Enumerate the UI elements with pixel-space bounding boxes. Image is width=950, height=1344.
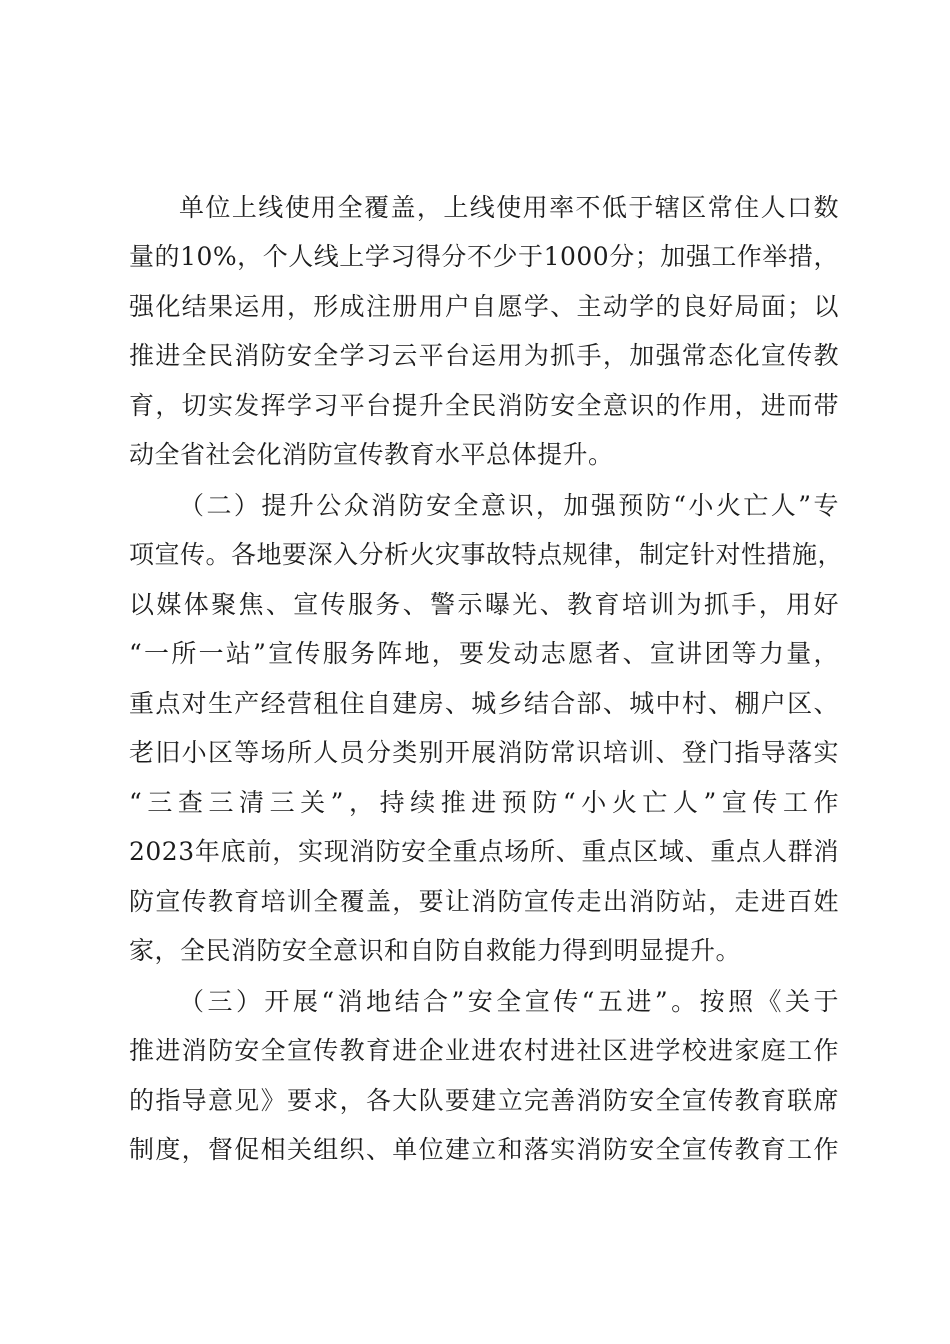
text-line: 2023年底前，实现消防安全重点场所、重点区域、重点人群消 — [129, 837, 839, 866]
text-line: 以媒体聚焦、宣传服务、警示曝光、教育培训为抓手，用好 — [129, 590, 839, 619]
text-line: 项宣传。各地要深入分析火灾事故特点规律，制定针对性措施， — [129, 540, 844, 569]
text-line: 育，切实发挥学习平台提升全民消防安全意识的作用，进而带 — [129, 391, 839, 420]
text-line: 重点对生产经营租住自建房、城乡结合部、城中村、棚户区、 — [129, 689, 839, 718]
text-line: 动全省社会化消防宣传教育水平总体提升。 — [129, 440, 614, 469]
text-line: 强化结果运用，形成注册用户自愿学、主动学的良好局面；以 — [129, 292, 839, 321]
section-heading-line: （二）提升公众消防安全意识，加强预防“小火亡人”专 — [179, 491, 839, 520]
text-line: 防宣传教育培训全覆盖，要让消防宣传走出消防站，走进百姓 — [129, 887, 839, 916]
text-line: 推进全民消防安全学习云平台运用为抓手，加强常态化宣传教 — [129, 341, 839, 370]
text-line: 的指导意见》要求，各大队要建立完善消防安全宣传教育联席 — [129, 1086, 839, 1115]
text-line: 家，全民消防安全意识和自防自救能力得到明显提升。 — [129, 936, 742, 965]
text-line: “三查三清三关”，持续推进预防“小火亡人”宣传工作 — [129, 788, 839, 817]
text-line: 老旧小区等场所人员分类别开展消防常识培训、登门指导落实 — [129, 738, 839, 767]
text-line: “一所一站”宣传服务阵地，要发动志愿者、宣讲团等力量， — [129, 639, 839, 668]
text-line: 制度，督促相关组织、单位建立和落实消防安全宣传教育工作 — [129, 1135, 839, 1164]
text-line: 推进消防安全宣传教育进企业进农村进社区进学校进家庭工作 — [129, 1036, 839, 1065]
text-line: 单位上线使用全覆盖，上线使用率不低于辖区常住人口数 — [179, 193, 839, 222]
section-heading-line: （三）开展“消地结合”安全宣传“五进”。按照《关于 — [179, 987, 839, 1016]
text-line: 量的10%，个人线上学习得分不少于1000分；加强工作举措， — [129, 242, 839, 271]
